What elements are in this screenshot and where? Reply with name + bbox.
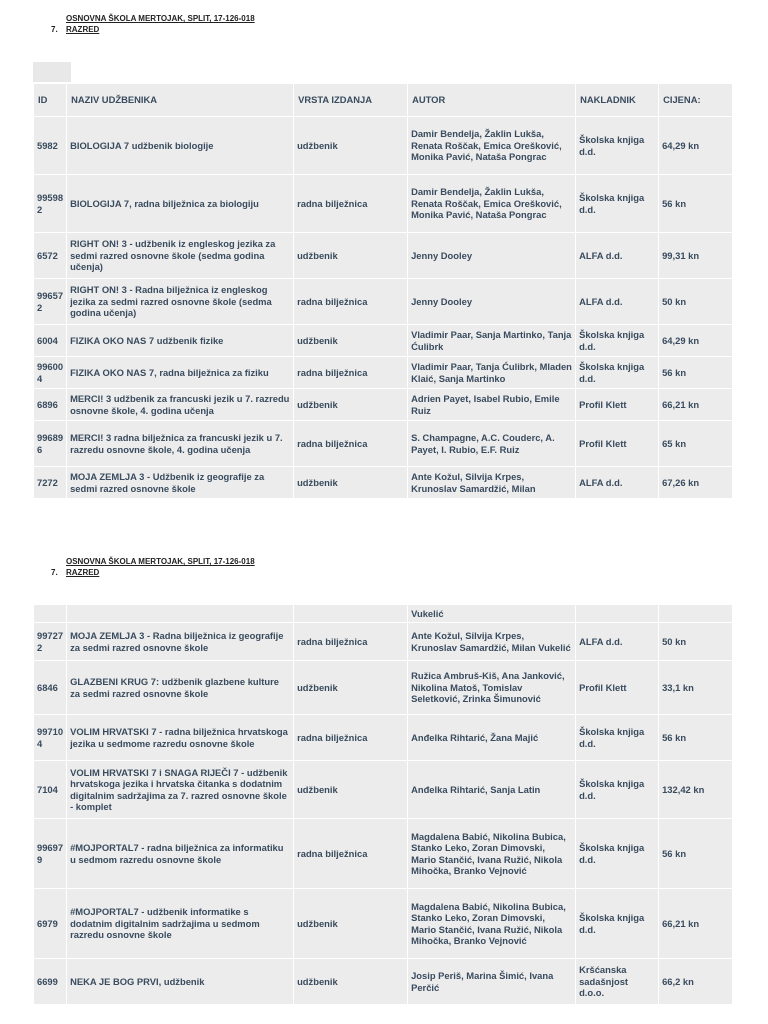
cell-name: MOJA ZEMLJA 3 - Udžbenik iz geografije za sedmi razred osnovne škole [67,467,294,499]
school-name: OSNOVNA ŠKOLA MERTOJAK, SPLIT, 17-126-018 [66,557,255,566]
textbook-table [33,83,733,499]
page-header-2 [51,556,255,578]
cell-type: radna bilježnica [294,175,408,233]
cell-publisher: Školska knjiga d.d. [576,357,659,389]
cell-author: Anđelka Rihtarić, Žana Majić [408,715,576,761]
table-row [34,715,733,761]
cell-type: radna bilježnica [294,279,408,325]
table-row [34,175,733,233]
cell-id: 99598 2 [34,175,67,233]
column-header-type: VRSTA IZDANJA [294,84,408,117]
cell-type: udžbenik [294,889,408,959]
table-row [34,605,733,623]
cell-publisher [576,605,659,623]
table-row [34,421,733,467]
cell-price: 56 kn [659,357,733,389]
cell-publisher: Školska knjiga d.d. [576,761,659,819]
cell-author: Josip Periš, Marina Šimić, Ivana Perčić [408,959,576,1005]
cell-price: 67,26 kn [659,467,733,499]
cell-author: Vladimir Paar, Sanja Martinko, Tanja Ćulibrk [408,325,576,357]
cell-id: 6699 [34,959,67,1005]
cell-author: Anđelka Rihtarić, Sanja Latin [408,761,576,819]
cell-price: 132,42 kn [659,761,733,819]
cell-name: GLAZBENI KRUG 7: udžbenik glazbene kulture za sedmi razred osnovne škole [67,661,294,715]
cell-name: NEKA JE BOG PRVI, udžbenik [67,959,294,1005]
cell-publisher: Kršćanska sadašnjost d.o.o. [576,959,659,1005]
cell-type: udžbenik [294,761,408,819]
cell-id [34,605,67,623]
cell-author: Ante Kožul, Silvija Krpes, Krunoslav Samardžić, Milan [408,467,576,499]
cell-id: 6979 [34,889,67,959]
empty-cell [33,62,71,82]
cell-publisher: Školska knjiga d.d. [576,175,659,233]
cell-id: 99710 4 [34,715,67,761]
grade-label: RAZRED [66,25,100,34]
cell-id: 7104 [34,761,67,819]
cell-author: Magdalena Babić, Nikolina Bubica, Stanko Leko, Zoran Dimovski, Mario Stančić, Ivana Ružić, Nikola Mihočka, Branko Vejnović [408,819,576,889]
cell-price: 99,31 kn [659,233,733,279]
cell-id: 6004 [34,325,67,357]
table-row [34,233,733,279]
cell-publisher: Profil Klett [576,421,659,467]
table-header-row [34,84,733,117]
cell-type: radna bilježnica [294,421,408,467]
cell-id: 6896 [34,389,67,421]
cell-name: BIOLOGIJA 7 udžbenik biologije [67,117,294,175]
cell-publisher: Školska knjiga d.d. [576,819,659,889]
cell-type: udžbenik [294,467,408,499]
cell-author: Damir Bendelja, Žaklin Lukša, Renata Roščak, Emica Orešković, Monika Pavić, Nataša Pongrac [408,117,576,175]
table-row [34,389,733,421]
cell-author: Vukelić [408,605,576,623]
cell-name [67,605,294,623]
cell-id: 99600 4 [34,357,67,389]
cell-author: Damir Bendelja, Žaklin Lukša, Renata Roščak, Emica Orešković, Monika Pavić, Nataša Pongrac [408,175,576,233]
cell-price: 33,1 kn [659,661,733,715]
cell-publisher: ALFA d.d. [576,467,659,499]
cell-name: MERCI! 3 radna bilježnica za francuski jezik u 7. razredu osnovne škole, 4. godina učenja [67,421,294,467]
cell-type [294,605,408,623]
cell-name: FIZIKA OKO NAS 7, radna bilježnica za fiziku [67,357,294,389]
cell-name: FIZIKA OKO NAS 7 udžbenik fizike [67,325,294,357]
cell-author: Ante Kožul, Silvija Krpes, Krunoslav Samardžić, Milan Vukelić [408,623,576,661]
school-name: OSNOVNA ŠKOLA MERTOJAK, SPLIT, 17-126-018 [66,14,255,23]
cell-publisher: Školska knjiga d.d. [576,117,659,175]
column-header-author: AUTOR [408,84,576,117]
table-row [34,959,733,1005]
cell-id: 5982 [34,117,67,175]
column-header-publisher: NAKLADNIK [576,84,659,117]
cell-author: Adrien Payet, Isabel Rubio, Emile Ruiz [408,389,576,421]
cell-type: radna bilježnica [294,819,408,889]
cell-price: 66,2 kn [659,959,733,1005]
cell-id: 99727 2 [34,623,67,661]
cell-author: Jenny Dooley [408,279,576,325]
cell-name: VOLIM HRVATSKI 7 - radna bilježnica hrvatskoga jezika u sedmome razredu osnovne škole [67,715,294,761]
table-row [34,467,733,499]
table-row [34,279,733,325]
cell-id: 7272 [34,467,67,499]
grade-label: RAZRED [66,568,100,577]
cell-price [659,605,733,623]
table-row [34,889,733,959]
cell-name: RIGHT ON! 3 - udžbenik iz engleskog jezika za sedmi razred osnovne škole (sedma godina učenja) [67,233,294,279]
table-row [34,819,733,889]
cell-author: Ružica Ambruš-Kiš, Ana Janković, Nikolina Matoš, Tomislav Seletković, Zrinka Šimunović [408,661,576,715]
cell-type: radna bilježnica [294,357,408,389]
table-row [34,761,733,819]
cell-price: 50 kn [659,279,733,325]
table-row [34,357,733,389]
table-row [34,661,733,715]
grade-number: 7. [51,568,58,577]
textbook-table-continued [33,604,733,1005]
cell-publisher: Školska knjiga d.d. [576,715,659,761]
cell-type: udžbenik [294,389,408,421]
cell-name: #MOJPORTAL7 - udžbenik informatike s dodatnim digitalnim sadržajima u sedmom razredu osnovne škole [67,889,294,959]
cell-author: S. Champagne, A.C. Couderc, A. Payet, I. Rubio, E.F. Ruiz [408,421,576,467]
cell-publisher: Profil Klett [576,389,659,421]
cell-price: 56 kn [659,715,733,761]
cell-publisher: Školska knjiga d.d. [576,325,659,357]
cell-price: 56 kn [659,175,733,233]
column-header-name: NAZIV UDŽBENIKA [67,84,294,117]
cell-type: udžbenik [294,233,408,279]
cell-name: VOLIM HRVATSKI 7 i SNAGA RIJEČI 7 - udžbenik hrvatskoga jezika i hrvatska čitanka s dodatnim digitalnim sadržajima za 7. razred osnovne škole - komplet [67,761,294,819]
cell-price: 64,29 kn [659,325,733,357]
page-header [51,13,255,35]
column-header-id: ID [34,84,67,117]
cell-id: 6846 [34,661,67,715]
table-row [34,117,733,175]
cell-publisher: ALFA d.d. [576,233,659,279]
cell-publisher: ALFA d.d. [576,279,659,325]
cell-name: BIOLOGIJA 7, radna bilježnica za biologiju [67,175,294,233]
column-header-price: CIJENA: [659,84,733,117]
cell-name: RIGHT ON! 3 - Radna bilježnica iz engleskog jezika za sedmi razred osnovne škole (sedma godina učenja) [67,279,294,325]
cell-price: 50 kn [659,623,733,661]
cell-price: 64,29 kn [659,117,733,175]
cell-name: MERCI! 3 udžbenik za francuski jezik u 7. razredu osnovne škole, 4. godina učenja [67,389,294,421]
cell-publisher: Školska knjiga d.d. [576,889,659,959]
cell-author: Magdalena Babić, Nikolina Bubica, Stanko Leko, Zoran Dimovski, Mario Stančić, Ivana Ružić, Nikola Mihočka, Branko Vejnović [408,889,576,959]
cell-price: 56 kn [659,819,733,889]
table-row [34,623,733,661]
cell-type: udžbenik [294,325,408,357]
cell-id: 6572 [34,233,67,279]
cell-id: 99657 2 [34,279,67,325]
cell-name: #MOJPORTAL7 - radna bilježnica za informatiku u sedmom razredu osnovne škole [67,819,294,889]
cell-type: udžbenik [294,959,408,1005]
cell-price: 66,21 kn [659,389,733,421]
cell-publisher: ALFA d.d. [576,623,659,661]
table-row [34,325,733,357]
cell-price: 66,21 kn [659,889,733,959]
cell-name: MOJA ZEMLJA 3 - Radna bilježnica iz geografije za sedmi razred osnovne škole [67,623,294,661]
cell-publisher: Profil Klett [576,661,659,715]
cell-author: Jenny Dooley [408,233,576,279]
cell-type: radna bilježnica [294,623,408,661]
cell-id: 99689 6 [34,421,67,467]
cell-id: 99697 9 [34,819,67,889]
cell-type: udžbenik [294,661,408,715]
cell-author: Vladimir Paar, Tanja Ćulibrk, Mladen Klaić, Sanja Martinko [408,357,576,389]
cell-price: 65 kn [659,421,733,467]
grade-number: 7. [51,25,58,34]
cell-type: radna bilježnica [294,715,408,761]
cell-type: udžbenik [294,117,408,175]
